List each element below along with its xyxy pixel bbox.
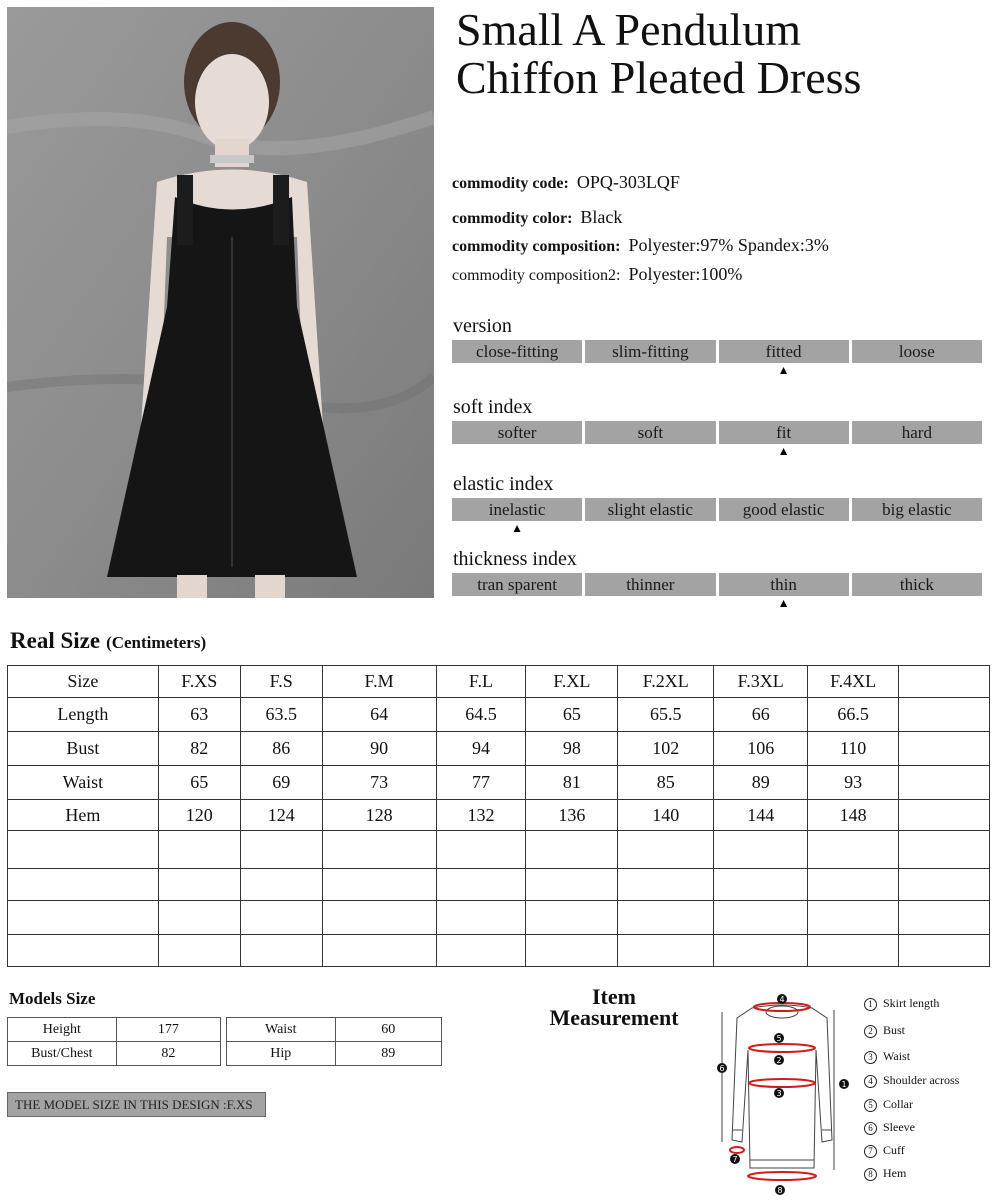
svg-text:7: 7 bbox=[732, 1155, 738, 1164]
product-title-line1: Small A Pendulum bbox=[456, 4, 802, 55]
meta-commodity-color bbox=[452, 207, 622, 228]
legend-item bbox=[864, 1073, 959, 1088]
elastic-index-option: big elastic bbox=[852, 498, 982, 521]
svg-text:5: 5 bbox=[776, 1034, 782, 1043]
meta-key: commodity composition2: bbox=[452, 267, 621, 284]
version-bar bbox=[452, 340, 982, 377]
size-value-cell bbox=[714, 869, 808, 901]
size-value-cell: 98 bbox=[526, 732, 618, 766]
size-value-cell bbox=[808, 901, 899, 935]
soft-index-option: softer bbox=[452, 421, 582, 444]
legend-label: Waist bbox=[883, 1049, 911, 1063]
size-value-cell bbox=[714, 901, 808, 935]
legend-item bbox=[864, 1049, 910, 1064]
thickness-index-option: thinner bbox=[585, 573, 715, 596]
number-badge-icon: 4 bbox=[864, 1075, 877, 1088]
meta-key: commodity code: bbox=[452, 175, 569, 192]
meta-value: Black bbox=[580, 207, 623, 227]
product-photo bbox=[7, 7, 434, 598]
measure-label-cell: Waist bbox=[8, 766, 159, 800]
size-value-cell bbox=[526, 935, 618, 967]
table-row bbox=[8, 800, 990, 831]
thickness-index-option: thick bbox=[852, 573, 982, 596]
model-measure-label: Bust/Chest bbox=[8, 1042, 117, 1066]
models-size-table-left bbox=[7, 1017, 221, 1066]
size-value-cell bbox=[808, 831, 899, 869]
size-value-cell bbox=[526, 901, 618, 935]
size-value-cell bbox=[618, 935, 714, 967]
size-value-cell bbox=[322, 869, 436, 901]
measure-label-cell bbox=[8, 935, 159, 967]
elastic-index-option: good elastic bbox=[719, 498, 849, 521]
size-value-cell bbox=[808, 935, 899, 967]
number-badge-icon: 6 bbox=[864, 1122, 877, 1135]
real-size-heading: Real Size bbox=[10, 628, 101, 653]
size-header-cell: F.3XL bbox=[714, 666, 808, 698]
meta-commodity-composition2 bbox=[452, 264, 742, 285]
number-badge-icon: 5 bbox=[864, 1099, 877, 1112]
size-value-cell: 124 bbox=[240, 800, 322, 831]
meta-key: commodity composition: bbox=[452, 238, 621, 255]
size-value-cell: 106 bbox=[714, 732, 808, 766]
size-value-cell: 69 bbox=[240, 766, 322, 800]
legend-label: Bust bbox=[883, 1023, 906, 1037]
thickness-index-option-selected: thin ▲ bbox=[719, 573, 849, 596]
size-value-cell: 66.5 bbox=[808, 698, 899, 732]
model-measure-label: Hip bbox=[227, 1042, 336, 1066]
version-option: loose bbox=[852, 340, 982, 363]
legend-item bbox=[864, 1023, 905, 1038]
version-option: slim-fitting bbox=[585, 340, 715, 363]
size-value-cell bbox=[899, 800, 990, 831]
table-row bbox=[8, 901, 990, 935]
meta-commodity-composition bbox=[452, 235, 829, 256]
size-value-cell bbox=[436, 935, 526, 967]
size-value-cell: 148 bbox=[808, 800, 899, 831]
thickness-index-title: thickness index bbox=[453, 548, 577, 570]
size-value-cell: 63.5 bbox=[240, 698, 322, 732]
meta-value: Polyester:97% Spandex:3% bbox=[628, 235, 829, 255]
size-value-cell bbox=[240, 935, 322, 967]
table-row bbox=[8, 869, 990, 901]
size-value-cell bbox=[899, 869, 990, 901]
version-title: version bbox=[453, 315, 512, 337]
size-value-cell: 64.5 bbox=[436, 698, 526, 732]
svg-text:6: 6 bbox=[719, 1064, 725, 1073]
measure-label-cell bbox=[8, 831, 159, 869]
product-title-line2: Chiffon Pleated Dress bbox=[456, 52, 862, 103]
size-value-cell: 140 bbox=[618, 800, 714, 831]
legend-item bbox=[864, 1166, 906, 1181]
number-badge-icon: 7 bbox=[864, 1145, 877, 1158]
size-value-cell bbox=[436, 869, 526, 901]
size-value-cell: 132 bbox=[436, 800, 526, 831]
table-row bbox=[8, 1018, 221, 1042]
size-value-cell: 65.5 bbox=[618, 698, 714, 732]
size-value-cell: 73 bbox=[322, 766, 436, 800]
legend-label: Cuff bbox=[883, 1143, 905, 1157]
soft-index-option: hard bbox=[852, 421, 982, 444]
size-value-cell: 64 bbox=[322, 698, 436, 732]
size-value-cell: 65 bbox=[526, 698, 618, 732]
model-size-note: THE MODEL SIZE IN THIS DESIGN :F.XS bbox=[7, 1092, 266, 1117]
table-row bbox=[8, 766, 990, 800]
size-value-cell: 77 bbox=[436, 766, 526, 800]
svg-text:8: 8 bbox=[777, 1186, 783, 1195]
table-header-row bbox=[8, 666, 990, 698]
table-row bbox=[227, 1042, 442, 1066]
svg-text:4: 4 bbox=[779, 995, 785, 1004]
table-row bbox=[8, 732, 990, 766]
size-value-cell bbox=[899, 766, 990, 800]
elastic-index-option-selected: inelastic ▲ bbox=[452, 498, 582, 521]
models-size-table-right bbox=[226, 1017, 442, 1066]
number-badge-icon: 2 bbox=[864, 1025, 877, 1038]
measure-label-cell bbox=[8, 869, 159, 901]
svg-text:1: 1 bbox=[841, 1080, 847, 1089]
size-value-cell bbox=[158, 935, 240, 967]
size-header-cell: F.M bbox=[322, 666, 436, 698]
size-value-cell: 136 bbox=[526, 800, 618, 831]
real-size-unit: (Centimeters) bbox=[106, 633, 207, 652]
size-header-cell: F.XL bbox=[526, 666, 618, 698]
hem-marker bbox=[748, 1172, 816, 1180]
number-badge-icon: 8 bbox=[864, 1168, 877, 1181]
meta-value: OPQ-303LQF bbox=[576, 172, 680, 192]
legend-label: Shoulder across bbox=[883, 1073, 960, 1087]
size-value-cell bbox=[158, 831, 240, 869]
size-value-cell bbox=[618, 869, 714, 901]
size-value-cell: 110 bbox=[808, 732, 899, 766]
size-value-cell bbox=[899, 831, 990, 869]
size-value-cell: 82 bbox=[158, 732, 240, 766]
size-value-cell bbox=[526, 831, 618, 869]
size-value-cell bbox=[899, 935, 990, 967]
measure-label-cell: Hem bbox=[8, 800, 159, 831]
number-badge-icon: 3 bbox=[864, 1051, 877, 1064]
soft-index-option-selected: fit ▲ bbox=[719, 421, 849, 444]
size-value-cell bbox=[526, 869, 618, 901]
size-value-cell bbox=[808, 869, 899, 901]
number-badge-icon: 1 bbox=[864, 998, 877, 1011]
size-value-cell bbox=[899, 901, 990, 935]
size-value-cell: 94 bbox=[436, 732, 526, 766]
size-value-cell bbox=[240, 901, 322, 935]
table-row bbox=[8, 1042, 221, 1066]
svg-text:2: 2 bbox=[776, 1056, 782, 1065]
legend-label: Collar bbox=[883, 1097, 913, 1111]
models-size-title: Models Size bbox=[9, 989, 96, 1008]
table-row bbox=[8, 935, 990, 967]
size-value-cell bbox=[899, 698, 990, 732]
size-value-cell bbox=[322, 935, 436, 967]
shoulder-marker bbox=[754, 1003, 810, 1011]
size-table-body bbox=[8, 666, 990, 967]
size-value-cell bbox=[158, 869, 240, 901]
legend-item bbox=[864, 1143, 905, 1158]
waist-marker bbox=[749, 1079, 815, 1087]
thickness-index-bar bbox=[452, 573, 982, 610]
size-header-cell: F.4XL bbox=[808, 666, 899, 698]
size-header-cell: F.L bbox=[436, 666, 526, 698]
size-value-cell: 102 bbox=[618, 732, 714, 766]
table-row bbox=[8, 831, 990, 869]
size-value-cell: 128 bbox=[322, 800, 436, 831]
model-measure-value: 82 bbox=[116, 1042, 220, 1066]
size-value-cell: 144 bbox=[714, 800, 808, 831]
elastic-index-bar bbox=[452, 498, 982, 535]
item-measurement-title bbox=[530, 986, 698, 1028]
legend-item bbox=[864, 1097, 913, 1112]
legend-label: Sleeve bbox=[883, 1120, 915, 1134]
soft-index-bar bbox=[452, 421, 982, 458]
size-value-cell bbox=[240, 831, 322, 869]
meta-value: Polyester:100% bbox=[628, 264, 743, 284]
size-value-cell: 81 bbox=[526, 766, 618, 800]
size-value-cell: 86 bbox=[240, 732, 322, 766]
size-value-cell bbox=[436, 831, 526, 869]
meta-commodity-code bbox=[452, 172, 680, 193]
legend-label: Hem bbox=[883, 1166, 907, 1180]
size-value-cell: 120 bbox=[158, 800, 240, 831]
real-size-title bbox=[10, 628, 206, 654]
size-value-cell bbox=[158, 901, 240, 935]
table-row bbox=[8, 698, 990, 732]
selected-marker-icon: ▲ bbox=[777, 444, 790, 458]
legend-item bbox=[864, 996, 939, 1011]
selected-marker-icon: ▲ bbox=[777, 363, 790, 377]
version-option: close-fitting bbox=[452, 340, 582, 363]
size-header-cell: F.XS bbox=[158, 666, 240, 698]
size-value-cell: 65 bbox=[158, 766, 240, 800]
size-header-cell: F.S bbox=[240, 666, 322, 698]
size-value-cell bbox=[618, 901, 714, 935]
product-title bbox=[456, 6, 861, 102]
measure-label-cell: Length bbox=[8, 698, 159, 732]
size-value-cell bbox=[714, 831, 808, 869]
model-measure-value: 177 bbox=[116, 1018, 220, 1042]
size-value-cell bbox=[899, 732, 990, 766]
svg-text:3: 3 bbox=[776, 1089, 782, 1098]
legend-item bbox=[864, 1120, 915, 1135]
selected-marker-icon: ▲ bbox=[777, 596, 790, 610]
item-measurement-title-line2: Measurement bbox=[549, 1005, 679, 1030]
selected-marker-icon: ▲ bbox=[511, 521, 524, 535]
model-measure-label: Height bbox=[8, 1018, 117, 1042]
size-header-cell bbox=[899, 666, 990, 698]
measure-label-cell: Bust bbox=[8, 732, 159, 766]
size-value-cell: 90 bbox=[322, 732, 436, 766]
garment-measurement-diagram bbox=[712, 990, 852, 1196]
size-value-cell bbox=[618, 831, 714, 869]
model-measure-label: Waist bbox=[227, 1018, 336, 1042]
size-value-cell: 63 bbox=[158, 698, 240, 732]
cuff-marker bbox=[730, 1147, 744, 1153]
measure-label-cell bbox=[8, 901, 159, 935]
elastic-index-title: elastic index bbox=[453, 473, 554, 495]
thickness-index-option: tran sparent bbox=[452, 573, 582, 596]
item-measurement-title-line1: Item bbox=[592, 984, 636, 1009]
size-value-cell bbox=[322, 831, 436, 869]
size-table bbox=[7, 665, 990, 967]
soft-index-option: soft bbox=[585, 421, 715, 444]
table-row bbox=[227, 1018, 442, 1042]
soft-index-title: soft index bbox=[453, 396, 533, 418]
size-value-cell bbox=[322, 901, 436, 935]
size-value-cell: 93 bbox=[808, 766, 899, 800]
elastic-index-option: slight elastic bbox=[585, 498, 715, 521]
size-value-cell bbox=[240, 869, 322, 901]
model-measure-value: 60 bbox=[335, 1018, 441, 1042]
legend-label: Skirt length bbox=[883, 996, 940, 1010]
meta-key: commodity color: bbox=[452, 210, 573, 227]
model-measure-value: 89 bbox=[335, 1042, 441, 1066]
bust-marker bbox=[749, 1044, 815, 1052]
size-value-cell bbox=[436, 901, 526, 935]
size-header-cell: Size bbox=[8, 666, 159, 698]
size-value-cell bbox=[714, 935, 808, 967]
version-option-selected: fitted ▲ bbox=[719, 340, 849, 363]
size-value-cell: 85 bbox=[618, 766, 714, 800]
size-value-cell: 89 bbox=[714, 766, 808, 800]
size-value-cell: 66 bbox=[714, 698, 808, 732]
size-header-cell: F.2XL bbox=[618, 666, 714, 698]
